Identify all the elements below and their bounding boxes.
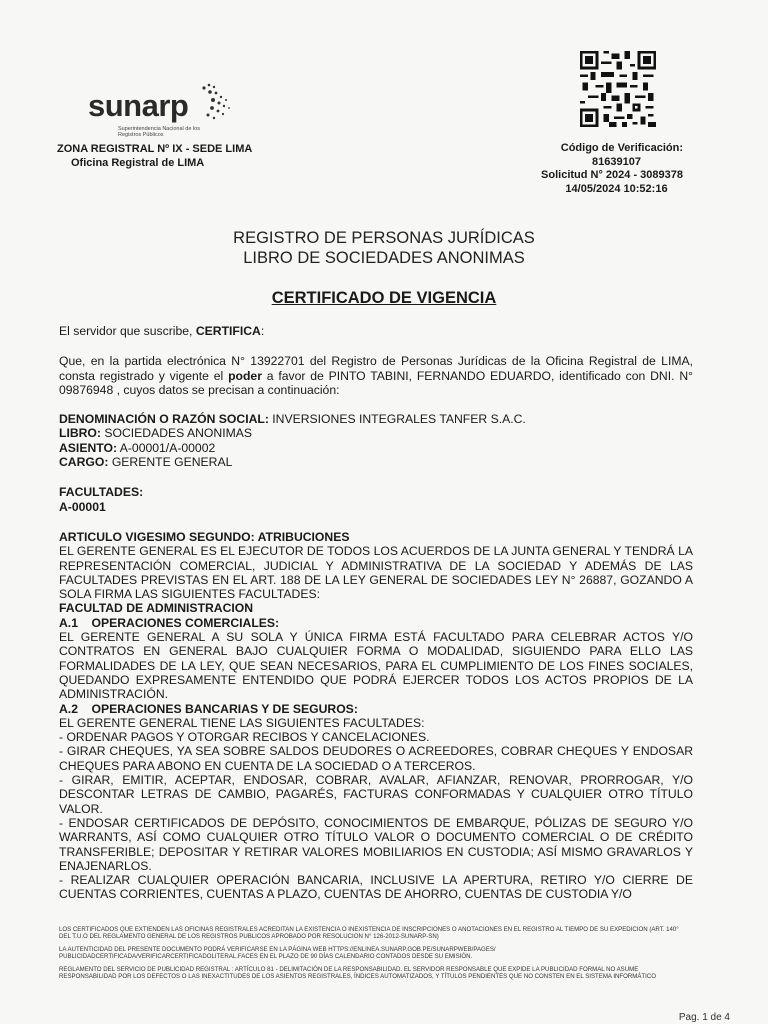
facultad-admin-heading: FACULTAD DE ADMINISTRACION bbox=[59, 601, 254, 616]
verification-label: Código de Verificación: bbox=[560, 142, 683, 154]
legal-footer bbox=[59, 926, 689, 985]
verification-code: 81639107 bbox=[592, 155, 641, 168]
a2-item: - ORDENAR PAGOS Y OTORGAR RECIBOS Y CANCELACIONES. bbox=[59, 730, 430, 745]
field-cargo bbox=[59, 455, 693, 469]
article-text: EL GERENTE GENERAL ES EL EJECUTOR DE TODOS LOS ACUERDOS DE LA JUNTA GENERAL Y TENDRÁ LA REPRESENTACIÓN COMERCIAL, JUDICIAL Y ADMINISTRATIVA DE LA SOCIEDAD Y ADEMÁS DE LAS FACULTADES PREVISTAS EN EL ART. 188 DE LA LEY GENERAL DE SOCIEDADES LEY N° 26887, GOZANDO A SOLA FIRMA LAS SIGUIENTES FACULTADES: bbox=[59, 544, 693, 602]
a2-intro: EL GERENTE GENERAL TIENE LAS SIGUIENTES FACULTADES: bbox=[59, 715, 425, 730]
field-label: LIBRO: bbox=[59, 426, 101, 441]
a2-item: - ENDOSAR CERTIFICADOS DE DEPÓSITO, CONOCIMIENTOS DE EMBARQUE, PÓLIZAS DE SEGURO Y/O WARRANTS, ASÍ COMO CUALQUIER OTRO TÍTULO VALOR O DOCUMENTO COMERCIAL O DE CRÉDITO TRANSFERIBLE; DEPOSITAR Y RETIRAR VALORES MOBILIARIOS EN CUSTODIA; ASÍ MISMO GRAVARLOS Y ENAJENARLOS. bbox=[59, 815, 693, 873]
facultades-asiento: A-00001 bbox=[59, 499, 106, 514]
logo-dots-icon bbox=[198, 78, 238, 128]
registry-titles bbox=[0, 228, 768, 268]
field-value: SOCIEDADES ANONIMAS bbox=[100, 426, 253, 441]
issue-datetime: 14/05/2024 10:52:16 bbox=[565, 182, 668, 195]
field-asiento bbox=[59, 441, 693, 455]
a1-heading: A.1 OPERACIONES COMERCIALES: bbox=[59, 615, 280, 630]
field-denominacion bbox=[59, 412, 693, 426]
a2-heading: A.2 OPERACIONES BANCARIAS Y DE SEGUROS: bbox=[59, 701, 358, 716]
article-title: ARTICULO VIGESIMO SEGUNDO: ATRIBUCIONES bbox=[59, 529, 350, 544]
footer-note: LOS CERTIFICADOS QUE EXTIENDEN LAS OFICINAS REGISTRALES ACREDITAN LA EXISTENCIA O INEXISTENCIA DE INSCRIPCIONES O ANOTACIONES EN EL REGISTRO AL TIEMPO DE SU EXPEDICION (ART. 140° DEL T.U.O DEL REGLAMENTO GENERAL DE LOS REGISTROS PUBLICOS APROBADO POR RESOLUCION N° 126-2012-SUNARP-SN) bbox=[59, 926, 679, 941]
a2-item: - REALIZAR CUALQUIER OPERACIÓN BANCARIA, INCLUSIVE LA APERTURA, RETIRO Y/O CIERRE DE CUENTAS CORRIENTES, CUENTAS A PLAZO, CUENTAS DE AHORRO, CUENTAS DE CUSTODIA Y/O bbox=[59, 873, 693, 902]
certificate-title: CERTIFICADO DE VIGENCIA bbox=[271, 289, 497, 307]
field-label: DENOMINACIÓN O RAZÓN SOCIAL: bbox=[59, 412, 269, 427]
partida-text-a: Que, en la partida electrónica N° 13922701 del Registro de Personas Jurídicas de la Oficina Registral de LIMA, consta registrado y vigente el bbox=[59, 354, 693, 383]
intro-colon: : bbox=[260, 324, 265, 338]
logo-wordmark: sunarp bbox=[88, 88, 189, 123]
intro-text: El servidor que suscribe, bbox=[59, 324, 196, 338]
partida-paragraph bbox=[59, 354, 693, 397]
certifica-word: CERTIFICA bbox=[195, 324, 261, 338]
oficina-line: Oficina Registral de LIMA bbox=[71, 157, 205, 169]
sunarp-logo bbox=[88, 78, 238, 138]
footer-note: LA AUTENTICIDAD DEL PRESENTE DOCUMENTO PODRÁ VERIFICARSE EN LA PÁGINA WEB HTTPS://ENLINEA.SUNARP.GOB.PE/SUNARPWEB/PAGES/ PUBLICIDADCERTIFICADA/VERIFICARCERTIFICADOLITERAL.FACES EN EL PLAZO DE 90 DÍAS CALENDARIO CONTADOS DESDE SU EMISIÓN. bbox=[59, 945, 496, 961]
field-value: GERENTE GENERAL bbox=[108, 455, 233, 470]
field-value: INVERSIONES INTEGRALES TANFER S.A.C. bbox=[268, 412, 526, 427]
certificate-body bbox=[59, 324, 693, 902]
verification-block bbox=[520, 142, 683, 196]
field-value: A-00001/A-00002 bbox=[117, 440, 216, 455]
field-label: ASIENTO: bbox=[59, 440, 118, 455]
logo-subtitle: Superintendencia Nacional de los Registros Públicos bbox=[118, 126, 200, 138]
page-number: Pag. 1 de 4 bbox=[678, 1012, 730, 1023]
facultades-label: FACULTADES: bbox=[59, 485, 144, 500]
a2-item: - GIRAR CHEQUES, YA SEA SOBRE SALDOS DEUDORES O ACREEDORES, COBRAR CHEQUES Y ENDOSAR CHEQUES PARA ABONO EN CUENTA DE LA SOCIEDAD O A TERCEROS. bbox=[59, 744, 693, 773]
a2-item: - GIRAR, EMITIR, ACEPTAR, ENDOSAR, COBRAR, AVALAR, AFIANZAR, RENOVAR, PRORROGAR, Y/O DESCONTAR LETRAS DE CAMBIO, PAGARÉS, FACTURAS CONFORMADAS Y CUALQUIER OTRO TÍTULO VALOR. bbox=[59, 773, 693, 816]
a1-text: EL GERENTE GENERAL A SU SOLA Y ÚNICA FIRMA ESTÁ FACULTADO PARA CELEBRAR ACTOS Y/O CONTRATOS EN GENERAL BAJO CUALQUIER FORMA O MODALIDAD, SIGUIENDO PARA ELLO LAS FORMALIDADES DE LA LEY, QUE SEAN NECESARIOS, PARA EL CUMPLIMIENTO DE LOS FINES SOCIALES, QUEDANDO EXPRESAMENTE ENTENDIDO QUE PODRÁ EJERCER TODOS LOS ACTOS PROPIOS DE LA ADMINISTRACIÓN. bbox=[59, 630, 693, 702]
footer-note: REGLAMENTO DEL SERVICIO DE PUBLICIDAD REGISTRAL : ARTÍCULO 81 - DELIMITACIÓN DE LA RESPONSABILIDAD. EL SERVIDOR RESPONSABLE QUE EXPIDE LA PUBLICIDAD FORMAL NO ASUME RESPONSABILIDAD POR LOS DEFECTOS O LAS INEXACTITUDES DE LOS ASIENTOS REGISTRALES, ÍNDICES AUTOMATIZADOS, Y TÍTULOS PENDIENTES QUE NO CONSTEN EN EL SISTEMA INFORMÁTICO bbox=[59, 965, 656, 981]
poder-word: poder bbox=[228, 368, 262, 383]
field-label: CARGO: bbox=[59, 455, 109, 470]
solicitud-number: Solicitud N° 2024 - 3089378 bbox=[541, 169, 683, 181]
intro-line bbox=[59, 324, 693, 338]
field-libro bbox=[59, 426, 693, 440]
registry-title: REGISTRO DE PERSONAS JURÍDICAS bbox=[233, 229, 535, 247]
zona-line: ZONA REGISTRAL Nº IX - SEDE LIMA bbox=[57, 143, 253, 155]
qr-code-icon bbox=[580, 50, 656, 128]
book-title: LIBRO DE SOCIEDADES ANONIMAS bbox=[243, 249, 525, 267]
zona-registral bbox=[57, 142, 252, 170]
partida-text-b: a favor de PINTO TABINI, FERNANDO EDUARDO, identificado con DNI. N° 09876948 , cuyos datos se precisan a continuación: bbox=[59, 368, 693, 397]
